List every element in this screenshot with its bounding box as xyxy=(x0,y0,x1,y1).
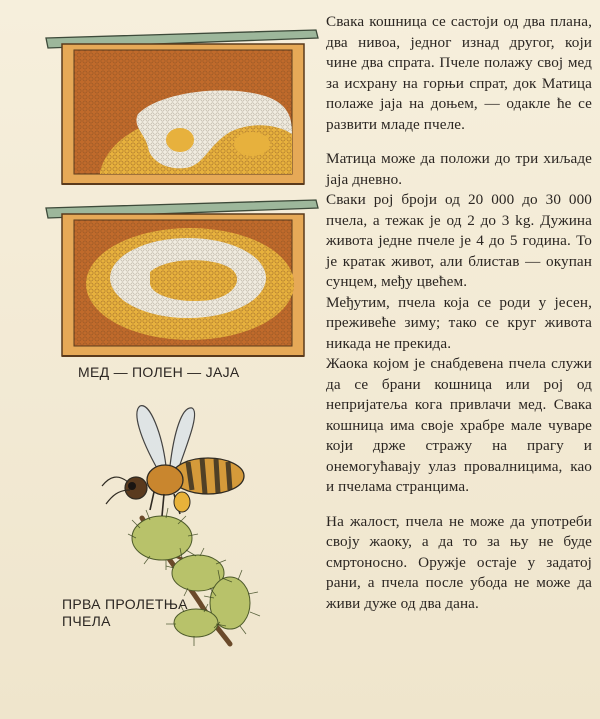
bee-wings xyxy=(137,406,195,470)
paragraph-autumn-bee: Међутим, пчела која се роди у јесен, преживеће зиму; тако се круг живота никада не прекида. xyxy=(326,293,592,352)
honeycomb-frame-1-illustration xyxy=(40,22,325,192)
paragraph-sting-fatal: На жалост, пчела не може да употреби своју жаоку, а да то за њу не буде смртоносно. Оружје остаје у задатој рани, а пчела после убода не може да живи дуже од два дана. xyxy=(326,512,592,612)
bee-caption xyxy=(62,596,188,630)
paragraph-sting-defense: Жаока којом је снабдевена пчела служи да се брани кошница или рој од непријатеља кога привлачи мед. Свака кошница има своје храбре мале чуваре који држе стражу на прагу и онемогућавају улаз провалницима, као и пчелама странцима. xyxy=(326,355,592,495)
honeycomb-frame-2-illustration xyxy=(40,192,325,364)
frames-caption: МЕД — ПОЛЕН — ЈАЈА xyxy=(78,364,240,380)
text-column xyxy=(326,12,592,628)
bee-body xyxy=(102,458,244,516)
bee-caption-line1: ПРВА ПРОЛЕТЊА xyxy=(62,596,188,612)
paragraph-swarm-size: Сваки рој броји од 20 000 до 30 000 пчела, а тежак је од 2 до 3 kg. Дужина живота једне пчеле је 4 до 5 година. То је кратак живот, али блистав — окупан сунцем, међу цвећем. xyxy=(326,191,592,290)
paragraph-hive-levels: Свака кошница се састоји од два плана, два нивоа, једног изнад другог, који чине два спрата. Пчеле полажу свој мед за исхрану на горњи спрат, док Матица полаже јаја на доњем, — одакле ће се развити младе пчеле. xyxy=(326,13,592,133)
paragraph-queen-eggs: Матица може да положи до три хиљаде јаја дневно. xyxy=(326,150,592,188)
bee-caption-line2: ПЧЕЛА xyxy=(62,613,111,629)
